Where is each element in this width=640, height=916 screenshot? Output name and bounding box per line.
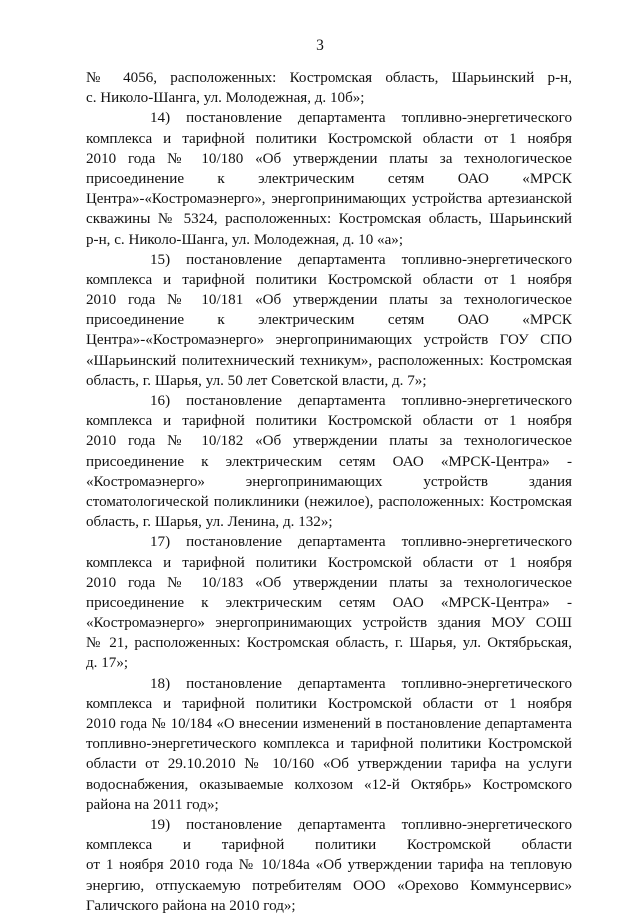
text-line: 2010 года № 10/180 «Об утверждении платы за технологическое: [86, 150, 572, 167]
text-line: скважины № 5324, расположенных: Костромская область, Шарьинский: [86, 211, 572, 228]
text-line: комплекса и тарифной политики Костромской области от 1 ноября: [86, 554, 572, 571]
text-line: Центра»-«Костромаэнерго», энергопринимающих устройства артезианской: [86, 191, 572, 208]
text-line: топливно-энергетического комплекса и тарифной политики Костромской: [86, 736, 572, 753]
text-line: 19) постановление департамента топливно-энергетического: [150, 816, 572, 833]
text-line: энергию, отпускаемую потребителям ООО «Орехово Коммунсервис»: [86, 877, 572, 894]
text-line: области от 29.10.2010 № 10/160 «Об утверждении тарифа на услуги: [86, 756, 572, 773]
text-line: присоединение к электрическим сетям ОАО «МРСК: [86, 170, 572, 187]
text-line: Центра»-«Костромаэнерго» энергопринимающих устройств ГОУ СПО: [86, 332, 572, 349]
text-line: стоматологической поликлиники (нежилое), расположенных: Костромская: [86, 493, 572, 510]
text-line: 2010 года № 10/184 «О внесении изменений в постановление департамента: [86, 716, 572, 732]
text-line: д. 17»;: [86, 655, 129, 672]
text-line: № 21, расположенных: Костромская область, г. Шарья, ул. Октябрьская,: [86, 635, 572, 652]
text-line: 2010 года № 10/183 «Об утверждении платы за технологическое: [86, 574, 572, 591]
text-line: область, г. Шарья, ул. Ленина, д. 132»;: [86, 514, 333, 531]
text-line: «Костромаэнерго» энергопринимающих устройств здания: [86, 473, 572, 490]
text-line: 16) постановление департамента топливно-энергетического: [150, 393, 572, 409]
text-line: «Костромаэнерго» энергопринимающих устройств здания МОУ СОШ: [86, 615, 572, 632]
text-line: 2010 года № 10/182 «Об утверждении платы за технологическое: [86, 433, 572, 450]
text-line: комплекса и тарифной политики Костромской области: [86, 837, 572, 854]
document-body: [86, 68, 572, 916]
text-line: присоединение к электрическим сетям ОАО «МРСК-Центра» -: [86, 453, 572, 470]
text-line: 17) постановление департамента топливно-энергетического: [150, 534, 572, 551]
text-line: присоединение к электрическим сетям ОАО «МРСК: [86, 312, 572, 329]
text-line: присоединение к электрическим сетям ОАО «МРСК-Центра» -: [86, 594, 572, 611]
text-line: «Шарьинский политехнический техникум», расположенных: Костромская: [86, 352, 572, 369]
text-line: от 1 ноября 2010 года № 10/184а «Об утверждении тарифа на тепловую: [86, 857, 572, 874]
text-line: 18) постановление департамента топливно-энергетического: [150, 675, 572, 692]
text-line: комплекса и тарифной политики Костромской области от 1 ноября: [86, 130, 572, 147]
text-line: комплекса и тарифной политики Костромской области от 1 ноября: [86, 413, 572, 430]
text-line: комплекса и тарифной политики Костромской области от 1 ноября: [86, 271, 572, 288]
page-number: 3: [316, 37, 324, 54]
text-line: 2010 года № 10/181 «Об утверждении платы за технологическое: [86, 292, 572, 309]
text-line: Галичского района на 2010 год»;: [86, 897, 296, 914]
text-line: р-н, с. Николо-Шанга, ул. Молодежная, д. 10 «а»;: [86, 231, 404, 248]
text-line: 14) постановление департамента топливно-энергетического: [150, 110, 572, 127]
text-line: района на 2011 год»;: [86, 796, 219, 813]
text-line: водоснабжения, оказываемые колхозом «12-й Октябрь» Костромского: [86, 776, 572, 793]
text-line: комплекса и тарифной политики Костромской области от 1 ноября: [86, 695, 572, 712]
text-line: № 4056, расположенных: Костромская область, Шарьинский р-н,: [86, 70, 572, 86]
text-line: область, г. Шарья, ул. 50 лет Советской власти, д. 7»;: [86, 372, 427, 389]
text-line: с. Николо-Шанга, ул. Молодежная, д. 10б»;: [86, 90, 365, 107]
text-line: 15) постановление департамента топливно-энергетического: [150, 251, 572, 268]
